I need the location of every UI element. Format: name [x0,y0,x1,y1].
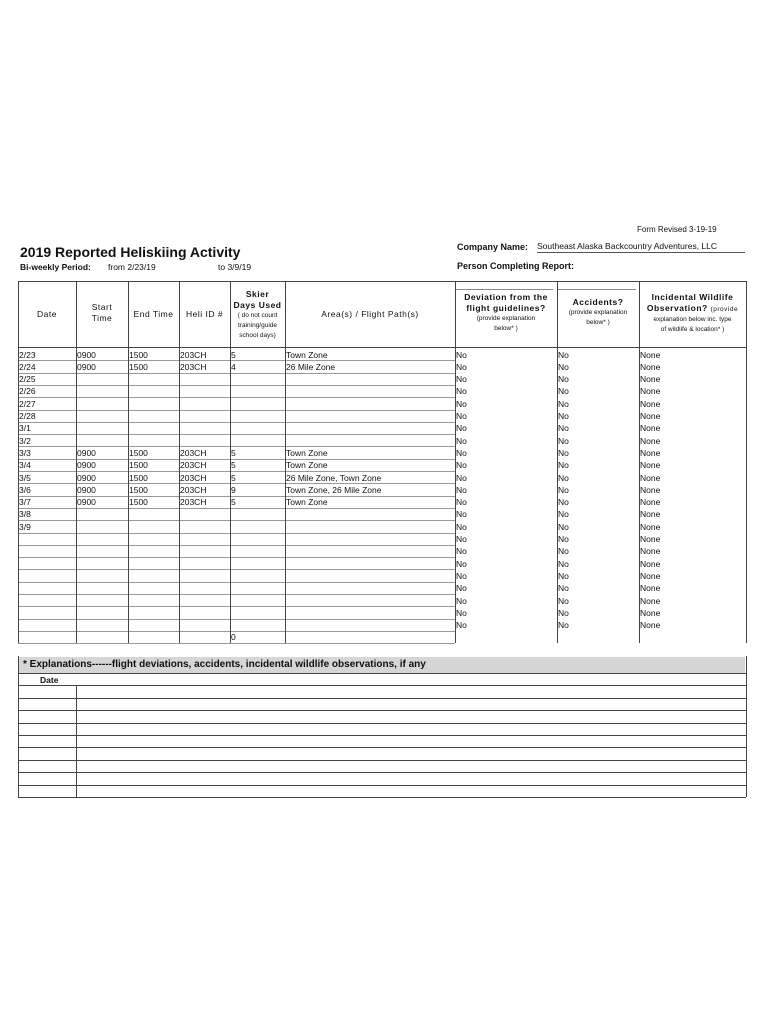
cell-end[interactable]: 1500 [129,447,148,458]
cell-start[interactable]: 0900 [77,472,96,483]
cell-wild[interactable]: None [640,595,661,606]
cell-acc[interactable]: No [558,620,569,631]
cell-date[interactable]: 3/8 [19,509,31,520]
cell-acc[interactable]: No [558,607,569,618]
cell-dev[interactable]: No [456,435,467,446]
cell-skier[interactable]: 4 [231,361,236,372]
cell-acc[interactable]: No [558,595,569,606]
cell-heli[interactable]: 203CH [180,460,207,471]
cell-skier[interactable]: 5 [231,460,236,471]
cell-dev[interactable]: No [456,570,467,581]
cell-dev[interactable]: No [456,472,467,483]
cell-acc[interactable]: No [558,570,569,581]
cell-dev[interactable]: No [456,534,467,544]
cell-wild[interactable]: None [640,411,661,421]
cell-date[interactable]: 2/28 [19,411,36,421]
cell-skier[interactable]: 5 [231,447,236,458]
cell-acc[interactable]: No [558,374,569,385]
explanations-date-label: Date [40,675,59,685]
cell-wild[interactable]: None [640,386,661,397]
page-title: 2019 Reported Heliskiing Activity [20,244,241,260]
cell-dev[interactable]: No [456,374,467,385]
period-to[interactable]: to 3/9/19 [218,262,252,272]
cell-area[interactable]: Town Zone [286,460,328,471]
cell-acc[interactable]: No [558,534,569,544]
skier-total: 0 [231,632,236,643]
cell-heli[interactable]: 203CH [180,361,207,372]
cell-wild[interactable]: None [640,509,661,520]
cell-dev[interactable]: No [456,386,467,397]
cell-dev[interactable]: No [456,411,467,421]
cell-wild[interactable]: None [640,435,661,446]
col-end: End Time [133,309,174,319]
cell-start[interactable]: 0900 [77,349,96,360]
cell-area[interactable]: Town Zone [286,349,328,360]
cell-area[interactable]: Town Zone [286,497,328,508]
cell-area[interactable]: 26 Mile Zone, Town Zone [286,472,382,483]
cell-acc[interactable]: No [558,361,569,372]
cell-heli[interactable]: 203CH [180,447,207,458]
cell-date[interactable]: 2/24 [19,361,36,372]
cell-wild[interactable]: None [640,546,661,557]
cell-area[interactable]: Town Zone, 26 Mile Zone [286,484,382,495]
cell-acc[interactable]: No [558,447,569,458]
cell-end[interactable]: 1500 [129,497,148,508]
form-revised: Form Revised 3-19-19 [637,225,717,234]
period-from[interactable]: from 2/23/19 [108,262,156,272]
cell-wild[interactable]: None [640,521,661,532]
cell-wild[interactable]: None [640,497,661,508]
cell-acc[interactable]: No [558,398,569,409]
cell-dev[interactable]: No [456,521,467,532]
cell-date[interactable]: 3/9 [19,521,31,532]
cell-heli[interactable]: 203CH [180,497,207,508]
cell-dev[interactable]: No [456,509,467,520]
cell-wild[interactable]: None [640,472,661,483]
cell-date[interactable]: 3/5 [19,472,31,483]
cell-acc[interactable]: No [558,386,569,397]
cell-skier[interactable]: 5 [231,497,236,508]
cell-date[interactable]: 3/1 [19,423,31,434]
cell-end[interactable]: 1500 [129,472,148,483]
cell-date[interactable]: 2/26 [19,386,36,397]
cell-dev[interactable]: No [456,558,467,569]
cell-acc[interactable]: No [558,484,569,495]
cell-heli[interactable]: 203CH [180,349,207,360]
cell-start[interactable]: 0900 [77,447,96,458]
col-area: Area(s) / Flight Path(s) [321,309,419,319]
cell-wild[interactable]: None [640,534,661,544]
cell-wild[interactable]: None [640,447,661,458]
cell-date[interactable]: 3/6 [19,484,31,495]
cell-acc[interactable]: No [558,558,569,569]
cell-end[interactable]: 1500 [129,484,148,495]
cell-dev[interactable]: No [456,349,467,360]
explanations-title: * Explanations------flight deviations, accidents, incidental wildlife observations, if any [23,659,426,670]
cell-acc[interactable]: No [558,411,569,421]
period-label: Bi-weekly Period: [20,262,91,272]
cell-wild[interactable]: None [640,607,661,618]
cell-dev[interactable]: No [456,423,467,434]
cell-start[interactable]: 0900 [77,460,96,471]
cell-dev[interactable]: No [456,607,467,618]
cell-date[interactable]: 2/27 [19,398,36,409]
cell-wild[interactable]: None [640,460,661,471]
cell-acc[interactable]: No [558,435,569,446]
cell-skier[interactable]: 5 [231,472,236,483]
cell-date[interactable]: 3/2 [19,435,31,446]
cell-date[interactable]: 3/3 [19,447,31,458]
cell-start[interactable]: 0900 [77,361,96,372]
cell-wild[interactable]: None [640,583,661,594]
col-skier: Skier Days Used ( do not count training/guide school days) [233,289,282,339]
cell-acc[interactable]: No [558,509,569,520]
cell-dev[interactable]: No [456,447,467,458]
cell-wild[interactable]: None [640,484,661,495]
col-wildlife: Incidental Wildlife Observation? (provide explanation below inc. type of wildlife & location* ) [646,292,739,333]
cell-area[interactable]: 26 Mile Zone [286,361,336,372]
col-heli: Heli ID # [185,309,224,319]
cell-area[interactable]: Town Zone [286,447,328,458]
cell-dev[interactable]: No [456,497,467,508]
cell-acc[interactable]: No [558,497,569,508]
cell-dev[interactable]: No [456,546,467,557]
cell-start[interactable]: 0900 [77,484,96,495]
cell-dev[interactable]: No [456,595,467,606]
cell-end[interactable]: 1500 [129,349,148,360]
cell-wild[interactable]: None [640,570,661,581]
cell-acc[interactable]: No [558,546,569,557]
cell-acc[interactable]: No [558,472,569,483]
cell-skier[interactable]: 9 [231,484,236,495]
cell-dev[interactable]: No [456,484,467,495]
cell-date[interactable]: 2/25 [19,374,36,385]
cell-dev[interactable]: No [456,583,467,594]
cell-acc[interactable]: No [558,521,569,532]
col-date: Date [37,309,57,319]
cell-start[interactable]: 0900 [77,497,96,508]
company-label: Company Name: [457,242,529,252]
cell-date[interactable]: 2/23 [19,349,36,360]
cell-end[interactable]: 1500 [129,460,148,471]
cell-wild[interactable]: None [640,349,661,360]
cell-end[interactable]: 1500 [129,361,148,372]
cell-acc[interactable]: No [558,423,569,434]
cell-wild[interactable]: None [640,361,661,372]
cell-acc[interactable]: No [558,460,569,471]
cell-dev[interactable]: No [456,460,467,471]
company-field[interactable]: Southeast Alaska Backcountry Adventures, LLC [537,241,745,253]
cell-wild[interactable]: None [640,423,661,434]
cell-skier[interactable]: 5 [231,349,236,360]
cell-acc[interactable]: No [558,583,569,594]
cell-date[interactable]: 3/7 [19,497,31,508]
cell-dev[interactable]: No [456,398,467,409]
cell-wild[interactable]: None [640,398,661,409]
cell-wild[interactable]: None [640,620,661,631]
cell-date[interactable]: 3/4 [19,460,31,471]
cell-heli[interactable]: 203CH [180,484,207,495]
person-label: Person Completing Report: [457,261,575,271]
cell-wild[interactable]: None [640,558,661,569]
cell-dev[interactable]: No [456,361,467,372]
col-deviation: Deviation from the flight guidelines? (provide explanation below* ) [464,292,548,332]
cell-acc[interactable]: No [558,349,569,360]
cell-dev[interactable]: No [456,620,467,631]
cell-wild[interactable]: None [640,374,661,385]
col-accidents: Accidents? (provide explanation below* ) [568,297,628,326]
cell-heli[interactable]: 203CH [180,472,207,483]
col-start: Start Time [91,302,113,323]
